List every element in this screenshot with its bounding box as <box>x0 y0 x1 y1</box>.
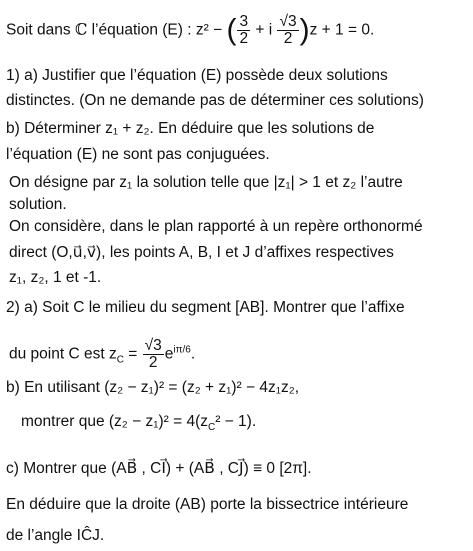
left-paren: ( <box>226 13 237 47</box>
text-line: direct (O,u⃗,v⃗), les points A, B, I et J d’affixes respectives <box>9 244 394 261</box>
equation-lhs: (E) : z² − <box>162 21 223 39</box>
text-line: On considère, dans le plan rapporté à un repère orthonormé <box>9 218 423 235</box>
math-zc: z <box>108 345 117 363</box>
text-segment: Soit dans <box>6 21 75 39</box>
text-line: du point C est $z_C$ = $\frac{√3}{2}$ $e^{i\pi/6}$. <box>9 337 196 371</box>
question-2b: b) En utilisant (z₂ − z₁)² = (z₂ + z₁)² − 4z₁z₂, <box>6 379 300 396</box>
text-line: En déduire que la droite (AB) porte la bissectrice intérieure <box>6 496 409 513</box>
math-z1: z₁ <box>119 174 133 191</box>
math-segment: [AB] <box>235 299 265 316</box>
math-angle: IĈJ. <box>76 527 105 544</box>
math-z2: z₂ <box>342 174 357 191</box>
fraction-three-halves: $\frac{3}{2}$ <box>239 13 249 47</box>
fraction-root3-halves: $\frac{√3}{2}$ <box>279 13 297 47</box>
text-segment: l’équation <box>87 21 163 39</box>
math-angle-sum: (AB⃗ , CI⃗) + (AB⃗ , CJ⃗) ≡ 0 [2π]. <box>111 460 312 477</box>
equation-line <box>6 14 374 47</box>
text-line: l’équation (E) ne sont pas conjuguées. <box>6 146 270 163</box>
math-modulus: |z₁| > 1 <box>273 174 321 191</box>
text-line: de l’angle IĈJ. <box>6 527 105 544</box>
question-1a: 1) a) Justifier que l’équation (E) possède deux solutions <box>6 67 388 84</box>
text-line: z₁, z₂, 1 et -1. <box>9 269 102 286</box>
exponent: iπ/6 <box>173 344 191 356</box>
question-2c: c) Montrer que (AB⃗ , CI⃗) + (AB⃗ , CJ⃗) ≡ 0 [2π]. <box>6 460 312 477</box>
right-paren: ) <box>299 13 310 47</box>
plus-i: + i <box>251 21 277 39</box>
equation-rhs: z + 1 = 0. <box>309 21 375 39</box>
question-2a: 2) a) Soit C le milieu du segment [AB]. Montrer que l’affixe <box>6 299 405 316</box>
math-expression: (z₂ − z₁)² = 4(z <box>108 413 208 430</box>
math-expression: z₁ + z₂ <box>105 120 150 137</box>
text-line: distinctes. (On ne demande pas de déterminer ces solutions) <box>6 92 424 109</box>
question-1b: b) Déterminer z₁ + z₂. En déduire que les solutions de <box>6 120 375 137</box>
text-line: On désigne par z₁ la solution telle que |z₁| > 1 et z₂ l’autre <box>9 174 403 191</box>
math-frame: (O,u⃗,v⃗) <box>51 244 102 261</box>
math-identity: (z₂ − z₁)² = (z₂ + z₁)² − 4z₁z₂, <box>104 379 300 396</box>
fraction-root3-halves: $\frac{√3}{2}$ <box>144 337 162 371</box>
text-line: montrer que $(z_2 - z_1)^2 = 4(z_C^2 - 1)$. <box>21 413 257 434</box>
text-line: solution. <box>9 196 67 213</box>
complex-set-symbol: ℂ <box>74 20 88 39</box>
